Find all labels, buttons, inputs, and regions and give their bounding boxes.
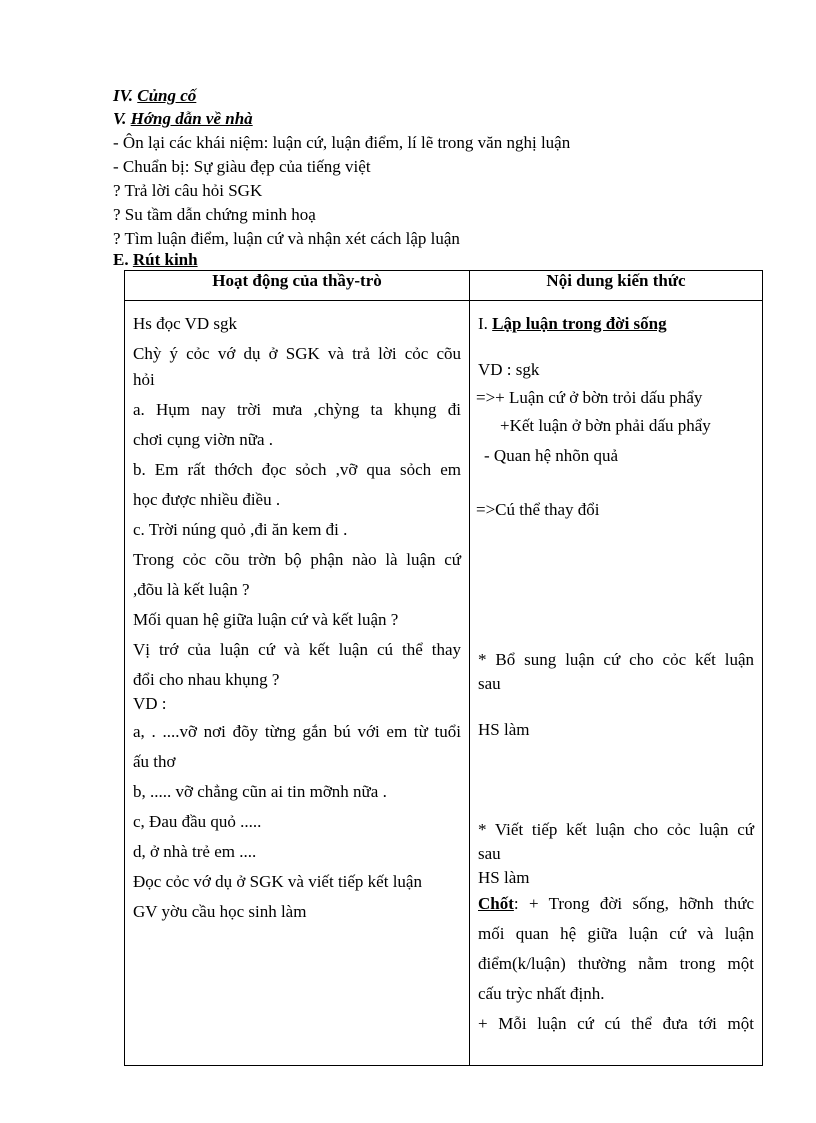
list-item: sau <box>478 674 501 693</box>
content-section-title: Lập luận trong đời sống <box>492 314 667 333</box>
list-item: =>Cú thể thay đổi <box>476 500 600 519</box>
section-e-prefix: E. <box>113 250 129 269</box>
list-item: +Kết luận ở bờn phải dấu phẩy <box>500 416 711 435</box>
header-content: Nội dung kiến thức <box>470 271 763 301</box>
list-item: điểm(k/luận) thường nằm trong một <box>478 954 754 973</box>
list-item: Hs đọc VD sgk <box>133 314 238 333</box>
list-item: hỏi <box>133 370 155 389</box>
list-item: - Quan hệ nhõn quả <box>484 446 619 465</box>
header-activities: Hoạt động của thầy-trò <box>125 271 470 301</box>
list-item: a, . ....vỡ nơi đõy từng gắn bú với em từ tuổi <box>133 722 461 741</box>
list-item: * Viết tiếp kết luận cho cỏc luận cứ <box>478 820 754 839</box>
activities-cell <box>125 301 470 1066</box>
homework-line: ? Su tầm dẫn chứng minh hoạ <box>113 205 316 224</box>
list-item: c. Trời núng quỏ ,đi ăn kem đi . <box>133 520 348 539</box>
list-item: Trong cỏc cõu trờn bộ phận nào là luận cứ <box>133 550 461 569</box>
list-item: * Bổ sung luận cứ cho cỏc kết luận <box>478 650 754 669</box>
list-item: cấu trỳc nhất định. <box>478 984 605 1003</box>
section-v-heading <box>113 108 253 130</box>
content-cell <box>470 301 763 1066</box>
section-e-title: Rút kinh <box>132 250 198 269</box>
section-v-title: Hớng dẫn về nhà <box>130 109 253 128</box>
lesson-table <box>124 270 763 1066</box>
list-item: học được nhiều điều . <box>133 490 281 509</box>
table-header-row <box>125 271 763 301</box>
list-item: Chỳ ý cỏc vớ dụ ở SGK và trả lời cỏc cõu <box>133 344 461 363</box>
section-iv-prefix: IV. <box>113 86 134 105</box>
list-item: + Mỗi luận cứ cú thể đưa tới một <box>478 1014 754 1033</box>
list-item: ấu thơ <box>133 752 176 771</box>
list-item: c, Đau đầu quỏ ..... <box>133 812 262 831</box>
chot-label: Chốt <box>478 894 514 913</box>
list-item: b, ..... vỡ chẳng cũn ai tin mỡnh nữa . <box>133 782 387 801</box>
list-item: b. Em rất thớch đọc sỏch ,vỡ qua sỏch em <box>133 460 461 479</box>
list-item: mối quan hệ giữa luận cứ và luận <box>478 924 754 943</box>
list-item: VD : sgk <box>478 360 540 379</box>
list-item: ,đõu là kết luận ? <box>133 580 250 599</box>
chot-line <box>478 893 754 915</box>
list-item: Mối quan hệ giữa luận cứ và kết luận ? <box>133 610 399 629</box>
section-v-prefix: V. <box>113 109 127 128</box>
list-item: Đọc cỏc vớ dụ ở SGK và viết tiếp kết luận <box>133 872 422 891</box>
homework-line: - Chuẩn bị: Sự giàu đẹp của tiếng việt <box>113 157 371 176</box>
list-item: GV yờu cầu học sinh làm <box>133 902 307 921</box>
table-body-row <box>125 301 763 1066</box>
list-item: Vị trớ của luận cứ và kết luận cú thể thay <box>133 640 461 659</box>
list-item: VD : <box>133 694 167 713</box>
homework-line: - Ôn lại các khái niệm: luận cứ, luận điểm, lí lẽ trong văn nghị luận <box>113 133 571 152</box>
list-item: HS làm <box>478 868 530 887</box>
list-item: d, ở nhà trẻ em .... <box>133 842 257 861</box>
content-section-prefix: I. <box>478 314 488 333</box>
section-iv-title: Củng cố <box>137 86 197 105</box>
list-item: sau <box>478 844 501 863</box>
list-item: =>+ Luận cứ ở bờn trỏi dấu phẩy <box>476 388 703 407</box>
section-iv-heading <box>113 85 196 107</box>
list-item: chơi cụng viờn nữa . <box>133 430 274 449</box>
list-item: HS làm <box>478 720 530 739</box>
list-item: a. Hụm nay trời mưa ,chỳng ta khụng đi <box>133 400 461 419</box>
content-section-heading <box>478 313 667 335</box>
chot-text: : + Trong đời sống, hỡnh thức <box>513 894 754 913</box>
homework-line: ? Tìm luận điểm, luận cứ và nhận xét cách lập luận <box>113 229 460 248</box>
list-item: đổi cho nhau khụng ? <box>133 670 280 689</box>
homework-line: ? Trả lời câu hỏi SGK <box>113 181 263 200</box>
section-e-heading <box>113 249 198 271</box>
